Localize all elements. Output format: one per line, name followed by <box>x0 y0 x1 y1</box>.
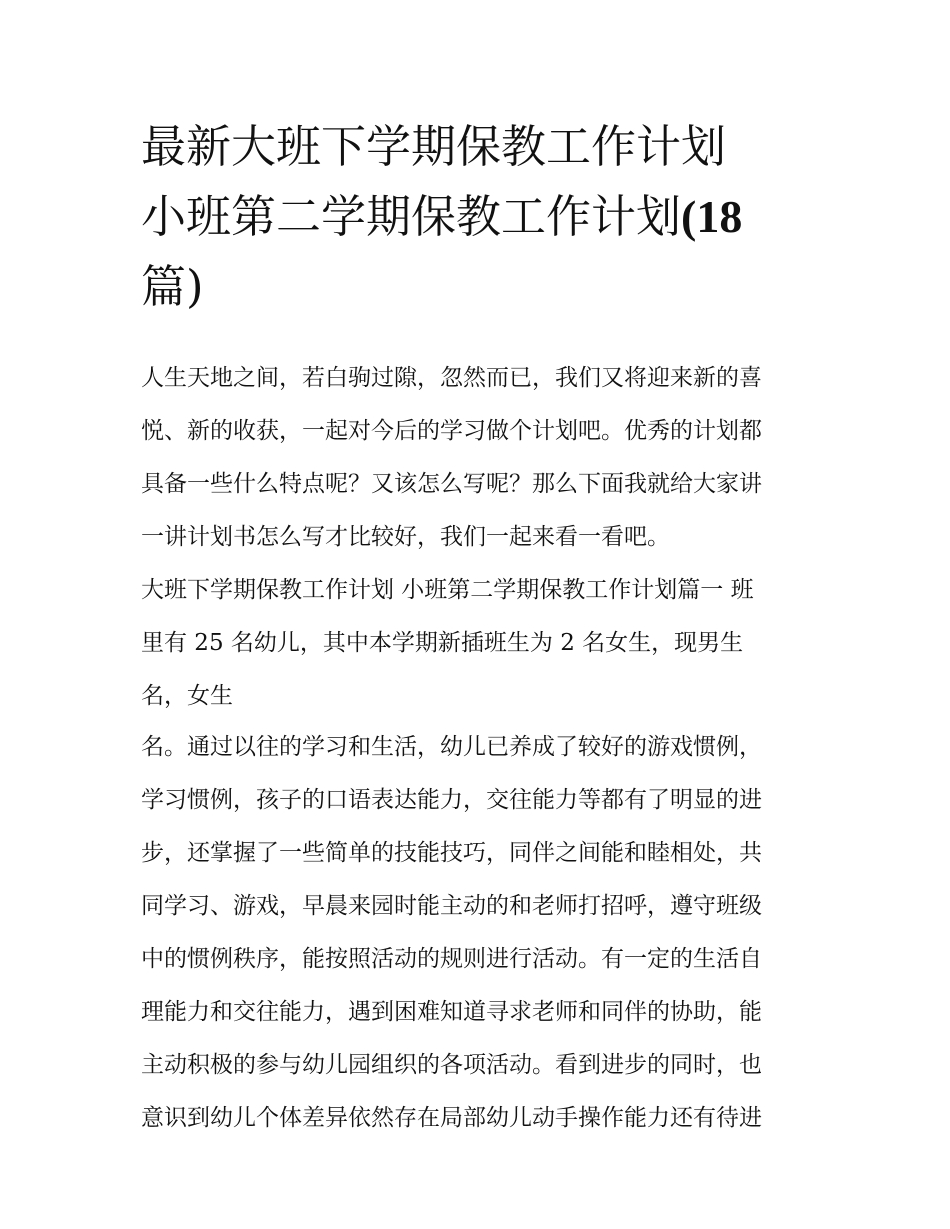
document-title <box>141 112 821 322</box>
body-line: 悦、新的收获，一起对今后的学习做个计划吧。优秀的计划都 <box>141 418 762 444</box>
body-line: 具备一些什么特点呢？又该怎么写呢？那么下面我就给大家讲 <box>141 471 762 497</box>
document-body <box>141 352 821 1145</box>
body-line: 名。通过以往的学习和生活，幼儿已养成了较好的游戏惯例， <box>141 734 762 760</box>
body-line: 意识到幼儿个体差异依然存在局部幼儿动手操作能力还有待进 <box>141 1105 762 1131</box>
body-line: 人生天地之间，若白驹过隙，忽然而已，我们又将迎来新的喜 <box>141 365 762 391</box>
title-line-2-text: 小班第二学期保教工作计划 <box>141 190 682 243</box>
body-line: 名，女生 <box>141 683 233 709</box>
body-line: 同学习、游戏，早晨来园时能主动的和老师打招呼，遵守班级 <box>141 893 762 919</box>
body-line: 中的惯例秩序，能按照活动的规则进行活动。有一定的生活自 <box>141 946 762 972</box>
body-line: 一讲计划书怎么写才比较好，我们一起来看一看吧。 <box>141 524 670 550</box>
body-line: 理能力和交往能力，遇到困难知道寻求老师和同伴的协助，能 <box>141 999 762 1025</box>
body-line: 学习惯例，孩子的口语表达能力，交往能力等都有了明显的进 <box>141 787 762 813</box>
title-line-1: 最新大班下学期保教工作计划 <box>141 120 727 173</box>
body-line: 步，还掌握了一些简单的技能技巧，同伴之间能和睦相处，共 <box>141 840 762 866</box>
body-line: 大班下学期保教工作计划 小班第二学期保教工作计划篇一 班 <box>141 577 754 603</box>
body-line: 里有 25 名幼儿，其中本学期新插班生为 2 名女生，现男生 <box>141 630 744 656</box>
title-line-2-number: (18 <box>681 191 743 242</box>
title-line-2 <box>141 182 821 252</box>
title-line-3: 篇) <box>141 260 204 313</box>
body-line: 主动积极的参与幼儿园组织的各项活动。看到进步的同时，也 <box>141 1052 762 1078</box>
